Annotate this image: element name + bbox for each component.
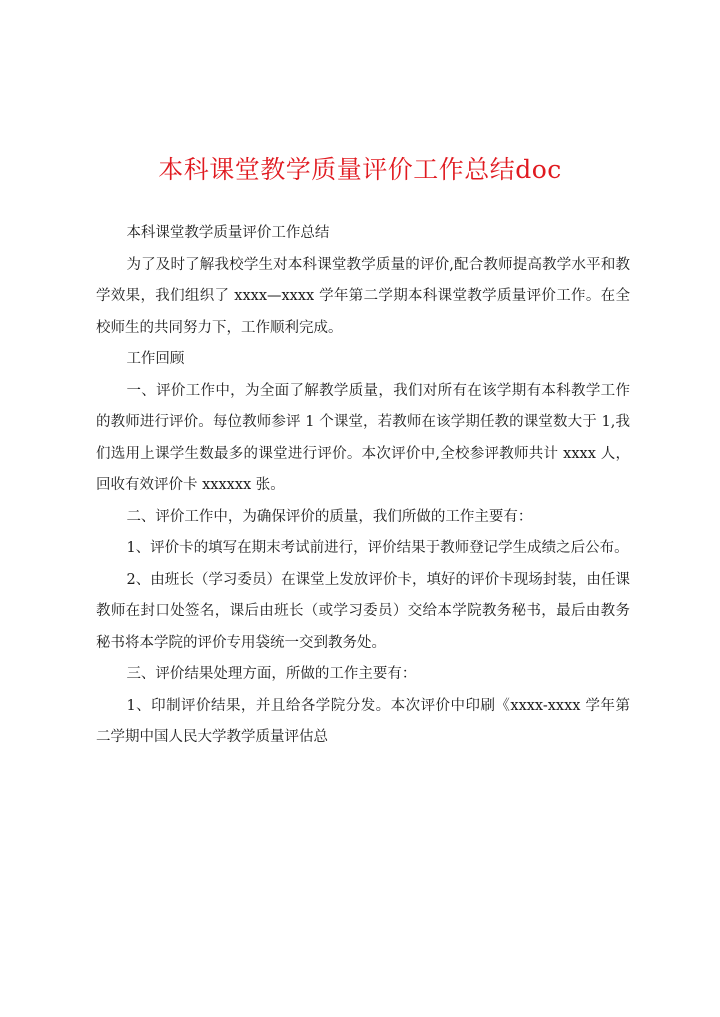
paragraph-point-two: 二、评价工作中，为确保评价的质量，我们所做的工作主要有： (126, 508, 533, 525)
paragraph-intro: 为了及时了解我校学生对本科课堂教学质量的评价,配合教师提高教学水平和教学效果，我们组织了 xxxx—xxxx 学年第二学期本科课堂教学质量评价工作。在全校师生的共同努力下，工作顺利完成。 (96, 256, 630, 336)
document-body (96, 218, 630, 754)
paragraph-point-one: 一、评价工作中，为全面了解教学质量，我们对所有在该学期有本科教学工作的教师进行评价。每位教师参评 1 个课堂，若教师在该学期任教的课堂数大于 1,我们选用上课学生数最多的课堂进行评价。本次评价中,全校参评教师共计 xxxx 人，回收有效评价卡 xxxxxx 张。 (96, 382, 630, 493)
paragraph-item-one: 1、评价卡的填写在期末考试前进行，评价结果于教师登记学生成绩之后公布。 (126, 540, 629, 556)
paragraph-heading: 本科课堂教学质量评价工作总结 (126, 225, 330, 241)
paragraph-item-two: 2、由班长（学习委员）在课堂上发放评价卡，填好的评价卡现场封装，由任课教师在封口处签名，课后由班长（或学习委员）交给本学院教务秘书，最后由教务秘书将本学院的评价专用袋统一交到教务处。 (96, 571, 630, 651)
paragraph-section-review: 工作回顾 (126, 351, 185, 367)
paragraph-point-three: 三、评价结果处理方面，所做的工作主要有： (126, 666, 417, 682)
document-title: 本科课堂教学质量评价工作总结doc (158, 155, 562, 184)
paragraph-result-item-one: 1、印制评价结果，并且给各学院分发。本次评价中印刷《xxxx-xxxx 学年第二学期中国人民大学教学质量评估总 (96, 697, 630, 745)
